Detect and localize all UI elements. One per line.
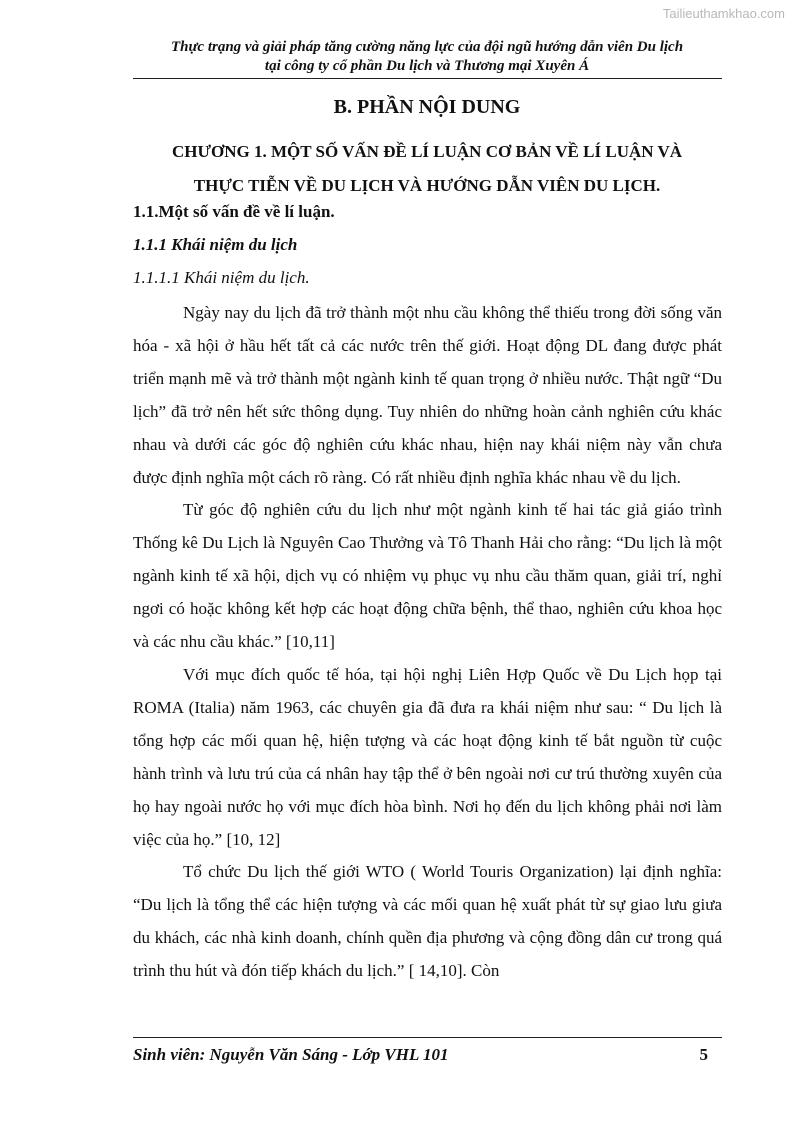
page-number: 5 bbox=[699, 1045, 708, 1064]
header-divider bbox=[133, 78, 722, 79]
chapter-title-line-2: THỰC TIỄN VỀ DU LỊCH VÀ HƯỚNG DẪN VIÊN DU LỊCH. bbox=[193, 176, 661, 195]
watermark: Tailieuthamkhao.com bbox=[662, 6, 785, 21]
paragraph: Tổ chức Du lịch thế giới WTO ( World Touris Organization) lại định nghĩa: “Du lịch là tổng thể các hiện tượng và các mối quan hệ xuất phát từ sự giao lưu giưa du khách, các nhà kinh doanh, chính quền địa phương và cộng đồng dân cư trong quá trình thu hút và đón tiếp khách du lịch.” [ 14,10]. Còn bbox=[133, 862, 722, 981]
paragraph: Từ góc độ nghiên cứu du lịch như một ngành kinh tế hai tác giả giáo trình Thống kê Du Lịch là Nguyên Cao Thưởng và Tô Thanh Hải cho rằng: “Du lịch là một ngành kinh tế xã hội, dịch vụ có nhiệm vụ phục vụ nhu cầu thăm quan, giải trí, nghỉ ngơi có hoặc không kết hợp các hoạt động chữa bệnh, thể thao, nghiên cứu khoa học và các nhu cầu khác.” [10,11] bbox=[133, 500, 722, 652]
running-header-line-1: Thực trạng và giải pháp tăng cường năng lực của đội ngũ hướng dẫn viên Du lịch bbox=[170, 39, 684, 55]
paragraph: Ngày nay du lịch đã trở thành một nhu cầu không thể thiếu trong đời sống văn hóa - xã hội ở hầu hết tất cả các nước trên thế giới. Hoạt động DL đang được phát triển mạnh mẽ và trở thành một ngành kinh tế quan trọng ở nhiều nước. Thật ngữ “Du lịch” đã trở nên hết sức thông dụng. Tuy nhiên do những hoàn cảnh nghiên cứu khác nhau và dưới các góc độ nghiên cứu khác nhau, hiện nay khái niệm này vẫn chưa được định nghĩa một cách rõ ràng. Có rất nhiều định nghĩa khác nhau về du lịch. bbox=[133, 303, 722, 487]
paragraph: Với mục đích quốc tế hóa, tại hội nghị Liên Hợp Quốc về Du Lịch họp tại ROMA (Italia) năm 1963, các chuyên gia đã đưa ra khái niệm như sau: “ Du lịch là tổng hợp các mối quan hệ, hiện tượng và các hoạt động kinh tế bắt nguồn từ cuộc hành trình và lưu trú của cá nhân hay tập thể ở bên ngoài nơi cư trú thường xuyên của họ hay ngoài nước họ với mục đích hòa bình. Nơi họ đến du lịch không phải nơi làm việc của họ.” [10, 12] bbox=[133, 664, 722, 849]
footer-student-info: Sinh viên: Nguyễn Văn Sáng - Lớp VHL 101 bbox=[133, 1045, 449, 1064]
chapter-title-line-1: CHƯƠNG 1. MỘT SỐ VẤN ĐỀ LÍ LUẬN CƠ BẢN VỀ LÍ LUẬN VÀ bbox=[171, 142, 683, 161]
running-header bbox=[133, 38, 721, 76]
chapter-title bbox=[133, 135, 721, 203]
section-heading-1-1-1: 1.1.1 Khái niệm du lịch bbox=[133, 235, 298, 254]
footer-divider bbox=[133, 1037, 722, 1038]
body-text bbox=[133, 297, 722, 988]
section-heading-1-1-1-1: 1.1.1.1 Khái niệm du lịch. bbox=[133, 268, 310, 287]
part-title: B. PHẦN NỘI DUNG bbox=[333, 96, 521, 118]
running-header-line-2: tại công ty cổ phần Du lịch và Thương mại Xuyên Á bbox=[264, 58, 590, 74]
section-heading-1-1: 1.1.Một số vấn đề về lí luận. bbox=[133, 202, 335, 221]
